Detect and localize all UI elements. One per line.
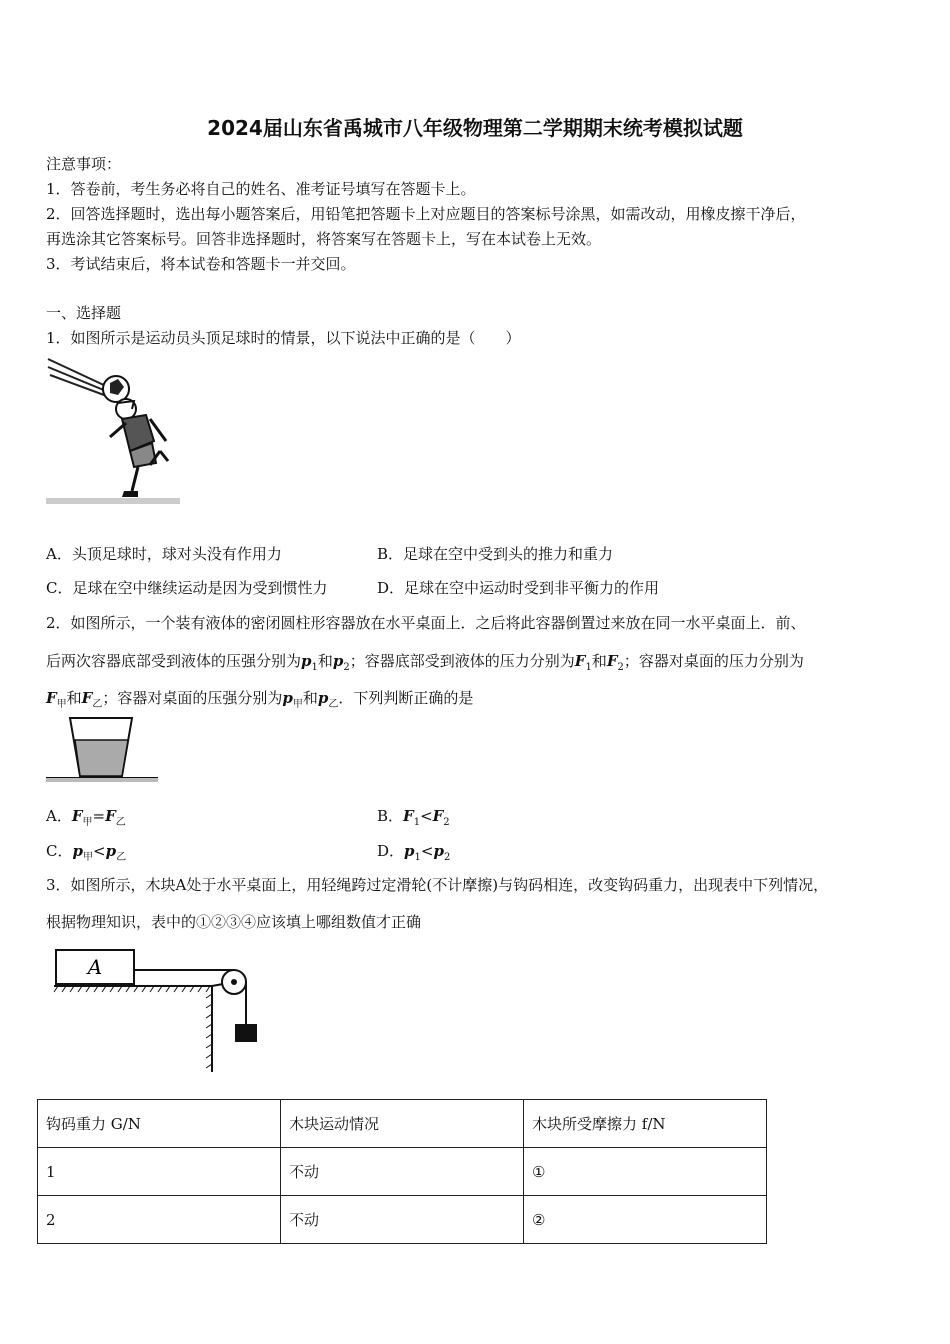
page-title: 2024届山东省禹城市八年级物理第二学期期末统考模拟试题 bbox=[207, 116, 743, 140]
q1-option-d: D．足球在空中运动时受到非平衡力的作用 bbox=[377, 579, 660, 597]
q2-option-a: A．$F_甲=F_乙$ bbox=[46, 807, 126, 828]
q2-option-b: B．$F_1<F_2$ bbox=[377, 807, 450, 828]
section-heading: 一、选择题 bbox=[46, 304, 122, 322]
q2-option-c: C．$p_甲<p_乙$ bbox=[46, 842, 127, 863]
table-cell: ② bbox=[524, 1196, 767, 1244]
container-figure bbox=[46, 716, 160, 784]
q2-option-d: D．$p_1<p_2$ bbox=[377, 842, 451, 863]
q1-option-a: A．头顶足球时，球对头没有作用力 bbox=[46, 545, 282, 563]
q1-option-c: C．足球在空中继续运动是因为受到惯性力 bbox=[46, 579, 328, 597]
soccer-header-figure bbox=[46, 357, 186, 507]
q2-line2: 后两次容器底部受到液体的压强分别为$p_1$和$p_2$；容器底部受到液体的压力分别为$F_1$和$F_2$；容器对桌面的压力分别为 bbox=[46, 652, 804, 673]
table-header-row bbox=[38, 1100, 767, 1148]
table-cell: 2 bbox=[38, 1196, 281, 1244]
table-header-cell: 木块所受摩擦力 f/N bbox=[524, 1100, 767, 1148]
q1-option-b: B．足球在空中受到头的推力和重力 bbox=[377, 545, 614, 563]
q1-stem: 1．如图所示是运动员头顶足球时的情景，以下说法中正确的是（ ） bbox=[46, 329, 521, 347]
notice-item: 1．答卷前，考生务必将自己的姓名、准考证号填写在答题卡上。 bbox=[46, 180, 476, 198]
table-cell: ① bbox=[524, 1148, 767, 1196]
notice-item: 再选涂其它答案标号。回答非选择题时，将答案写在答题卡上，写在本试卷上无效。 bbox=[46, 230, 602, 248]
q3-line2: 根据物理知识，表中的①②③④应该填上哪组数值才正确 bbox=[46, 913, 422, 931]
q2-line1: 2．如图所示，一个装有液体的密闭圆柱形容器放在水平桌面上．之后将此容器倒置过来放在同一水平桌面上．前、 bbox=[46, 614, 806, 632]
table-cell: 不动 bbox=[281, 1196, 524, 1244]
table-cell: 1 bbox=[38, 1148, 281, 1196]
table-header-cell: 木块运动情况 bbox=[281, 1100, 524, 1148]
block-label: A bbox=[87, 955, 103, 979]
table-cell: 不动 bbox=[281, 1148, 524, 1196]
q3-line1: 3．如图所示，木块A处于水平桌面上，用轻绳跨过定滑轮(不计摩擦)与钩码相连，改变钩码重力，出现表中下列情况， bbox=[46, 876, 829, 894]
notice-heading: 注意事项： bbox=[46, 155, 122, 173]
notice-item: 2．回答选择题时，选出每小题答案后，用铅笔把答题卡上对应题目的答案标号涂黑，如需改动，用橡皮擦干净后， bbox=[46, 205, 806, 223]
table-header-cell: 钩码重力 G/N bbox=[38, 1100, 281, 1148]
table-row bbox=[38, 1148, 767, 1196]
q3-table bbox=[37, 1099, 767, 1244]
q2-line3: $F_甲$和$F_乙$；容器对桌面的压强分别为$p_甲$和$p_乙$．下列判断正确的是 bbox=[46, 689, 474, 710]
notice-item: 3．考试结束后，将本试卷和答题卡一并交回。 bbox=[46, 255, 356, 273]
table-row bbox=[38, 1196, 767, 1244]
pulley-figure bbox=[52, 948, 262, 1074]
